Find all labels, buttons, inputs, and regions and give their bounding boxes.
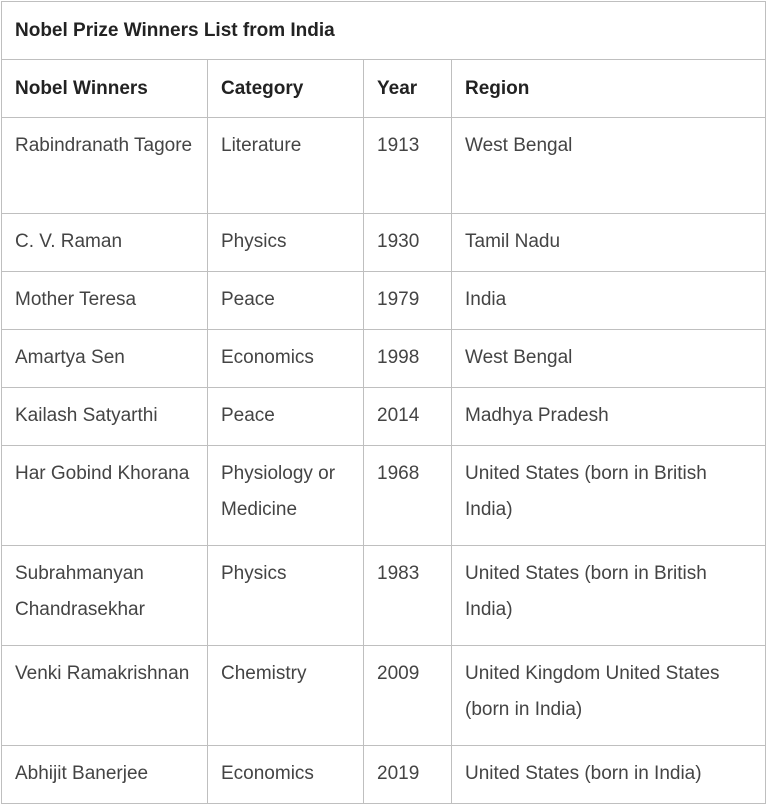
nobel-winners-table: [1, 1, 766, 804]
region-cell: West Bengal: [452, 118, 766, 214]
category-cell: Literature: [208, 118, 364, 214]
region-cell: United States (born in British India): [452, 546, 766, 646]
category-cell: Peace: [208, 388, 364, 446]
table-row: [2, 646, 766, 746]
region-cell: Tamil Nadu: [452, 214, 766, 272]
winner-cell: Abhijit Banerjee: [2, 746, 208, 804]
column-header-year: Year: [364, 60, 452, 118]
table-caption-row: [2, 2, 766, 60]
table-row: [2, 118, 766, 214]
category-cell: Economics: [208, 746, 364, 804]
table-row: [2, 214, 766, 272]
year-cell: 2019: [364, 746, 452, 804]
column-header-winners: Nobel Winners: [2, 60, 208, 118]
category-cell: Physiology or Medicine: [208, 446, 364, 546]
winner-cell: Har Gobind Khorana: [2, 446, 208, 546]
year-cell: 2009: [364, 646, 452, 746]
year-cell: 1968: [364, 446, 452, 546]
year-cell: 1983: [364, 546, 452, 646]
table-row: [2, 746, 766, 804]
winner-cell: Amartya Sen: [2, 330, 208, 388]
year-cell: 1930: [364, 214, 452, 272]
region-cell: India: [452, 272, 766, 330]
table-row: [2, 546, 766, 646]
winner-cell: Rabindranath Tagore: [2, 118, 208, 214]
year-cell: 1913: [364, 118, 452, 214]
region-cell: West Bengal: [452, 330, 766, 388]
year-cell: 2014: [364, 388, 452, 446]
region-cell: United States (born in India): [452, 746, 766, 804]
table-row: [2, 446, 766, 546]
category-cell: Physics: [208, 546, 364, 646]
region-cell: United States (born in British India): [452, 446, 766, 546]
category-cell: Economics: [208, 330, 364, 388]
table-row: [2, 330, 766, 388]
table-row: [2, 272, 766, 330]
category-cell: Peace: [208, 272, 364, 330]
region-cell: United Kingdom United States (born in India): [452, 646, 766, 746]
winner-cell: Subrahmanyan Chandrasekhar: [2, 546, 208, 646]
winner-cell: Venki Ramakrishnan: [2, 646, 208, 746]
category-cell: Chemistry: [208, 646, 364, 746]
winner-cell: Mother Teresa: [2, 272, 208, 330]
winner-cell: C. V. Raman: [2, 214, 208, 272]
column-header-region: Region: [452, 60, 766, 118]
category-cell: Physics: [208, 214, 364, 272]
table-row: [2, 388, 766, 446]
region-cell: Madhya Pradesh: [452, 388, 766, 446]
column-header-category: Category: [208, 60, 364, 118]
year-cell: 1979: [364, 272, 452, 330]
year-cell: 1998: [364, 330, 452, 388]
table-header-row: [2, 60, 766, 118]
winner-cell: Kailash Satyarthi: [2, 388, 208, 446]
table-caption: Nobel Prize Winners List from India: [2, 2, 766, 60]
